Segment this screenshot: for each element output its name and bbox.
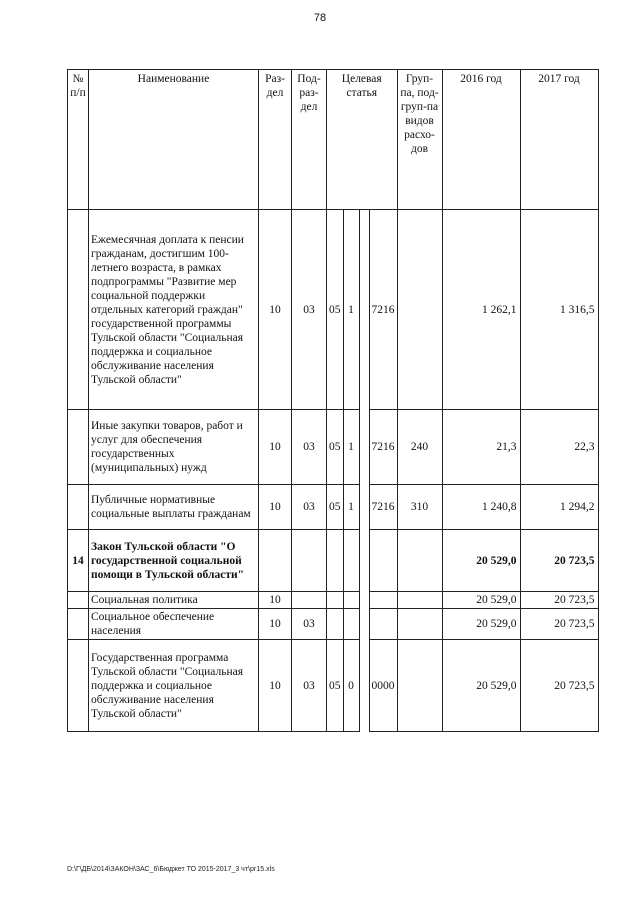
table-row <box>68 530 599 592</box>
footer-file-path: D:\Г\ДБ\2014\ЗАКОН\ЗАС_6\Бюджет ТО 2015-2017_3 чт\рг15.xls <box>67 866 275 873</box>
row-expense-group <box>397 609 442 640</box>
row-subsection: 03 <box>292 640 327 732</box>
table-row <box>68 410 599 485</box>
row-cs-spacer <box>359 609 369 640</box>
row-2016-value: 20 529,0 <box>442 609 520 640</box>
row-2016-value: 1 240,8 <box>442 485 520 530</box>
row-subsection <box>292 592 327 609</box>
row-subsection: 03 <box>292 210 327 410</box>
row-name: Иные закупки товаров, работ и услуг для обеспечения государственных (муниципальных) нужд <box>89 410 259 485</box>
header-subsection: Под-раз-дел <box>292 70 327 210</box>
header-2017: 2017 год <box>520 70 598 210</box>
header-section: Раз-дел <box>259 70 292 210</box>
row-expense-group <box>397 210 442 410</box>
row-cs-spacer <box>359 210 369 410</box>
row-cs-program: 05 <box>327 640 344 732</box>
row-cs-direction <box>369 609 397 640</box>
row-num <box>68 410 89 485</box>
row-name: Социальное обеспечение населения <box>89 609 259 640</box>
row-cs-direction: 0000 <box>369 640 397 732</box>
row-cs-subprogram: 1 <box>343 210 359 410</box>
table-row <box>68 485 599 530</box>
row-cs-direction <box>369 592 397 609</box>
row-name: Публичные нормативные социальные выплаты гражданам <box>89 485 259 530</box>
header-num: № п/п <box>68 70 89 210</box>
row-cs-subprogram: 1 <box>343 410 359 485</box>
row-2016-value: 20 529,0 <box>442 530 520 592</box>
row-subsection: 03 <box>292 485 327 530</box>
row-expense-group: 310 <box>397 485 442 530</box>
row-2016-value: 20 529,0 <box>442 640 520 732</box>
row-cs-subprogram <box>343 530 359 592</box>
row-name: Государственная программа Тульской области "Социальная поддержка и социальное обслуживание населения Тульской области" <box>89 640 259 732</box>
row-2016-value: 20 529,0 <box>442 592 520 609</box>
row-section <box>259 530 292 592</box>
row-num <box>68 592 89 609</box>
row-2016-value: 1 262,1 <box>442 210 520 410</box>
row-cs-spacer <box>359 640 369 732</box>
budget-table <box>67 69 599 732</box>
row-cs-direction: 7216 <box>369 485 397 530</box>
row-num <box>68 640 89 732</box>
header-row <box>68 70 599 210</box>
row-cs-program: 05 <box>327 210 344 410</box>
table-row <box>68 592 599 609</box>
row-2017-value: 20 723,5 <box>520 609 598 640</box>
row-section: 10 <box>259 592 292 609</box>
row-cs-spacer <box>359 485 369 530</box>
table-row <box>68 609 599 640</box>
row-cs-program: 05 <box>327 485 344 530</box>
table-row <box>68 210 599 410</box>
header-2016: 2016 год <box>442 70 520 210</box>
row-cs-direction: 7216 <box>369 410 397 485</box>
row-cs-subprogram <box>343 609 359 640</box>
row-subsection: 03 <box>292 609 327 640</box>
row-2017-value: 20 723,5 <box>520 640 598 732</box>
header-name: Наименование <box>89 70 259 210</box>
row-cs-subprogram: 1 <box>343 485 359 530</box>
row-num <box>68 210 89 410</box>
row-cs-program <box>327 530 344 592</box>
row-section: 10 <box>259 640 292 732</box>
row-num <box>68 609 89 640</box>
table-body <box>68 70 599 732</box>
row-section: 10 <box>259 609 292 640</box>
row-num: 14 <box>68 530 89 592</box>
table-row <box>68 640 599 732</box>
row-2017-value: 22,3 <box>520 410 598 485</box>
header-target-article: Целевая статья <box>327 70 398 210</box>
row-expense-group <box>397 592 442 609</box>
row-cs-program: 05 <box>327 410 344 485</box>
row-cs-direction <box>369 530 397 592</box>
row-cs-subprogram <box>343 592 359 609</box>
row-section: 10 <box>259 485 292 530</box>
row-name: Ежемесячная доплата к пенсии гражданам, достигшим 100-летнего возраста, в рамках подпрограммы "Развитие мер социальной поддержки отдельных категорий граждан" государственной программы Тульской области "Социальная поддержка и социальное обслуживание населения Тульской области" <box>89 210 259 410</box>
row-cs-spacer <box>359 592 369 609</box>
page-number: 78 <box>313 12 327 24</box>
row-name: Закон Тульской области "О государственной социальной помощи в Тульской области" <box>89 530 259 592</box>
row-name: Социальная политика <box>89 592 259 609</box>
row-expense-group <box>397 640 442 732</box>
row-cs-direction: 7216 <box>369 210 397 410</box>
row-2016-value: 21,3 <box>442 410 520 485</box>
row-2017-value: 1 316,5 <box>520 210 598 410</box>
row-cs-subprogram: 0 <box>343 640 359 732</box>
row-section: 10 <box>259 410 292 485</box>
row-cs-spacer <box>359 530 369 592</box>
row-subsection <box>292 530 327 592</box>
row-2017-value: 20 723,5 <box>520 592 598 609</box>
row-subsection: 03 <box>292 410 327 485</box>
row-2017-value: 1 294,2 <box>520 485 598 530</box>
row-expense-group <box>397 530 442 592</box>
row-cs-program <box>327 609 344 640</box>
row-2017-value: 20 723,5 <box>520 530 598 592</box>
row-expense-group: 240 <box>397 410 442 485</box>
row-cs-program <box>327 592 344 609</box>
row-section: 10 <box>259 210 292 410</box>
row-cs-spacer <box>359 410 369 485</box>
header-expense-group: Груп-па, под-груп-па видов расхо-дов <box>397 70 442 210</box>
row-num <box>68 485 89 530</box>
